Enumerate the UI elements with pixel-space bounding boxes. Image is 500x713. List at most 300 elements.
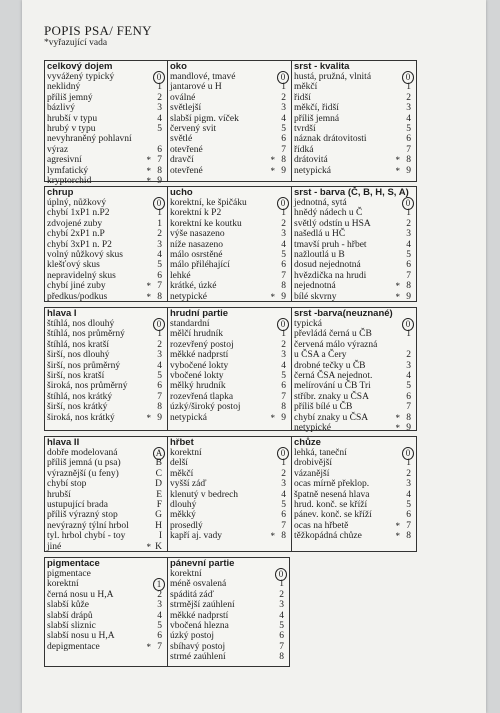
- trait-code: 1: [406, 458, 411, 469]
- trait-row: [292, 479, 416, 489]
- trait-code: 4: [157, 113, 162, 124]
- trait-label: korektní ke koutku: [170, 218, 242, 229]
- trait-code: 1: [157, 208, 162, 219]
- disqualifying-asterisk-icon: *: [395, 291, 400, 302]
- trait-row: [168, 155, 291, 165]
- trait-row: [292, 134, 416, 144]
- trait-row: [168, 392, 291, 402]
- trait-row: [292, 72, 416, 82]
- trait-code: 3: [281, 350, 286, 361]
- trait-code: 6: [281, 381, 286, 392]
- trait-label: černá ČSA nejednot.: [294, 370, 373, 381]
- trait-row: [168, 479, 291, 489]
- trait-label: chybí stop: [47, 479, 87, 490]
- trait-code: 2: [406, 468, 411, 479]
- trait-label: úplný, nůžkový: [47, 198, 107, 208]
- trait-label: klenutý v bedrech: [170, 489, 239, 500]
- trait-label: korektní: [47, 579, 79, 590]
- trait-label: slabší nosu u H,A: [47, 631, 115, 642]
- trait-row: [45, 500, 167, 510]
- trait-row: [292, 114, 416, 124]
- trait-code: C: [155, 468, 162, 479]
- trait-code: 9: [406, 165, 411, 176]
- trait-row: [168, 458, 291, 468]
- trait-row: [292, 292, 416, 302]
- trait-code: 3: [281, 479, 286, 490]
- trait-row: [292, 208, 416, 218]
- trait-code: 8: [157, 291, 162, 302]
- trait-label: řidší: [294, 92, 311, 103]
- trait-code: 1: [281, 82, 286, 93]
- trait-label: štíhlá, nos krátký: [47, 391, 113, 402]
- trait-label: chybí znaky u ČSA: [294, 412, 369, 423]
- trait-label: červená málo výrazná: [294, 339, 378, 350]
- trait-label: málo přiléhající: [170, 260, 230, 271]
- trait-label: vbočené lokty: [170, 370, 224, 381]
- trait-code: H: [155, 520, 162, 531]
- trait-row: [168, 448, 291, 458]
- disqualifying-asterisk-icon: *: [270, 531, 275, 542]
- trait-label: dravčí: [170, 155, 194, 166]
- trait-label: úzký postoj: [170, 631, 215, 642]
- trait-label: slabší drápů: [47, 610, 93, 621]
- trait-label: méně osvalená: [170, 579, 227, 590]
- column-title: srst - kvalita: [294, 61, 350, 72]
- trait-row: [168, 611, 289, 621]
- trait-code: 4: [281, 360, 286, 371]
- selected-code: 0: [277, 197, 289, 210]
- column-title: ucho: [170, 187, 193, 198]
- disqualifying-asterisk-icon: *: [270, 155, 275, 166]
- form-title: POPIS PSA/ FENY: [44, 23, 152, 38]
- trait-row: [168, 271, 291, 281]
- selected-code: 1: [153, 578, 165, 591]
- trait-row: [292, 260, 416, 270]
- trait-code: 2: [157, 92, 162, 103]
- disqualifying-asterisk-icon: *: [146, 165, 151, 176]
- trait-row: [45, 240, 167, 250]
- selected-code: 0: [275, 568, 287, 581]
- trait-row: [168, 319, 291, 329]
- trait-row: [292, 319, 416, 329]
- trait-row: [168, 642, 289, 652]
- trait-label: měkčí: [294, 82, 318, 93]
- trait-label: agresivní: [47, 155, 82, 166]
- trait-row: [168, 361, 291, 371]
- trait-row: [292, 392, 416, 402]
- trait-code: 1: [281, 329, 286, 340]
- trait-label: příliš jemný: [47, 92, 93, 103]
- trait-label: dobře modelovaná: [47, 448, 118, 458]
- column-title: pigmentace: [47, 558, 100, 569]
- trait-row: [292, 250, 416, 260]
- column-title: hrudní partie: [170, 308, 229, 319]
- trait-row: [45, 208, 167, 218]
- trait-row: [168, 652, 289, 662]
- trait-code: 8: [279, 652, 284, 663]
- trait-row: [168, 600, 289, 610]
- trait-code: 8: [281, 281, 286, 292]
- trait-code: 1: [279, 579, 284, 590]
- trait-row: [45, 458, 167, 468]
- trait-code: 3: [157, 350, 162, 361]
- section-3: [44, 307, 417, 431]
- section-2: [44, 186, 417, 302]
- trait-row: [45, 448, 167, 458]
- trait-label: drobné tečky u ČB: [294, 360, 366, 371]
- trait-code: 1: [157, 82, 162, 93]
- trait-row: [45, 371, 167, 381]
- selected-code: 0: [402, 447, 414, 460]
- trait-label: chybí 3xP1 n. P2: [47, 239, 112, 250]
- trait-row: [45, 479, 167, 489]
- trait-code: 6: [281, 134, 286, 145]
- disqualifying-asterisk-icon: *: [146, 541, 151, 552]
- trait-row: [45, 413, 167, 423]
- trait-row: [45, 93, 167, 103]
- disqualifying-asterisk-icon: *: [146, 291, 151, 302]
- trait-row: [168, 631, 289, 641]
- trait-code: 2: [281, 218, 286, 229]
- trait-row: [168, 621, 289, 631]
- selected-code: 0: [402, 71, 414, 84]
- column-title: chrup: [47, 187, 74, 198]
- trait-row: [168, 250, 291, 260]
- trait-row: [292, 82, 416, 92]
- column-title: srst - barva (Č, B, H, S, A): [294, 187, 409, 198]
- trait-label: široká, nos krátký: [47, 412, 115, 423]
- trait-label: úzký/široký postoj: [170, 402, 241, 413]
- trait-code: 5: [281, 370, 286, 381]
- trait-row: [168, 72, 291, 82]
- disqualifying-asterisk-icon: *: [270, 291, 275, 302]
- trait-row: [45, 350, 167, 360]
- trait-label: jantarové u H: [170, 82, 222, 93]
- trait-row: [292, 531, 416, 541]
- trait-code: 4: [157, 610, 162, 621]
- trait-row: [168, 103, 291, 113]
- trait-code: 9: [281, 291, 286, 302]
- trait-code: 1: [281, 208, 286, 219]
- trait-row: [292, 510, 416, 520]
- trait-row: [168, 469, 291, 479]
- section-4: [44, 436, 417, 552]
- trait-row: [45, 114, 167, 124]
- trait-label: vybočené lokty: [170, 360, 229, 371]
- trait-row: [168, 114, 291, 124]
- trait-code: 6: [406, 134, 411, 145]
- trait-label: krátké, úzké: [170, 281, 217, 292]
- trait-label: měkké nadprstí: [170, 350, 229, 361]
- trait-row: [45, 621, 167, 631]
- trait-row: [45, 381, 167, 391]
- selected-code: 0: [277, 71, 289, 84]
- trait-row: [292, 240, 416, 250]
- selected-code: 0: [402, 318, 414, 331]
- trait-label: hrubý v typu: [47, 123, 96, 134]
- trait-label: oválné: [170, 92, 196, 103]
- trait-row: [45, 103, 167, 113]
- trait-label: delší: [170, 458, 188, 469]
- trait-label: u ČSA a Čery: [294, 350, 347, 361]
- trait-code: 5: [157, 370, 162, 381]
- trait-code: 1: [157, 329, 162, 340]
- disqualifying-asterisk-icon: *: [395, 531, 400, 542]
- trait-code: 7: [281, 144, 286, 155]
- trait-code: 7: [406, 402, 411, 413]
- trait-row: [292, 281, 416, 291]
- trait-code: 7: [157, 281, 162, 292]
- trait-row: [168, 510, 291, 520]
- trait-code: 5: [406, 249, 411, 260]
- trait-label: pigmentace: [47, 569, 91, 579]
- trait-row: [45, 166, 167, 176]
- column-ucho: [167, 187, 291, 301]
- trait-code: 4: [157, 249, 162, 260]
- trait-label: depigmentace: [47, 641, 100, 652]
- trait-code: 8: [281, 531, 286, 542]
- trait-row: [45, 72, 167, 82]
- trait-code: 8: [281, 155, 286, 166]
- column-srst-kvalita: [291, 61, 416, 181]
- trait-row: [45, 510, 167, 520]
- trait-label: korektní k P2: [170, 208, 222, 219]
- trait-label: níže nasazeno: [170, 239, 224, 250]
- trait-code: E: [156, 489, 162, 500]
- trait-code: 4: [406, 370, 411, 381]
- trait-code: 2: [157, 589, 162, 600]
- trait-row: [45, 124, 167, 134]
- trait-code: 8: [406, 412, 411, 423]
- trait-label: vyšší záď: [170, 479, 207, 490]
- trait-row: [168, 260, 291, 270]
- trait-row: [168, 134, 291, 144]
- trait-label: otevřené: [170, 165, 203, 176]
- trait-label: klešťový skus: [47, 260, 100, 271]
- trait-code: 2: [279, 589, 284, 600]
- trait-label: červený svit: [170, 123, 217, 134]
- trait-code: 9: [406, 422, 411, 433]
- trait-code: 6: [157, 381, 162, 392]
- column-hlava-2: [45, 437, 167, 551]
- trait-row: [292, 490, 416, 500]
- disqualifying-asterisk-icon: *: [270, 412, 275, 423]
- trait-row: [292, 271, 416, 281]
- trait-row: [292, 469, 416, 479]
- trait-code: 4: [281, 489, 286, 500]
- trait-code: 5: [157, 620, 162, 631]
- trait-row: [168, 240, 291, 250]
- trait-label: zdvojené zuby: [47, 218, 103, 229]
- trait-label: vázanější: [294, 468, 330, 479]
- trait-code: 8: [281, 402, 286, 413]
- trait-label: chybí 2xP1 n.P: [47, 229, 105, 240]
- trait-code: 1: [157, 218, 162, 229]
- column-title: oko: [170, 61, 187, 72]
- trait-code: 5: [406, 499, 411, 510]
- trait-label: ustupující brada: [47, 499, 108, 510]
- trait-code: 4: [279, 610, 284, 621]
- selected-code: A: [153, 447, 165, 460]
- trait-code: 5: [281, 499, 286, 510]
- trait-label: korektní, ke špičáku: [170, 198, 247, 208]
- trait-code: 3: [279, 600, 284, 611]
- trait-code: 5: [279, 620, 284, 631]
- trait-code: 9: [281, 165, 286, 176]
- trait-label: hrud. konč. se kříží: [294, 499, 368, 510]
- trait-label: sbíhavý postoj: [170, 641, 226, 652]
- trait-label: štíhlá, nos průměrný: [47, 329, 125, 340]
- trait-row: [45, 260, 167, 270]
- disqualifying-asterisk-icon: *: [270, 165, 275, 176]
- trait-label: chybí jiné zuby: [47, 281, 106, 292]
- trait-row: [45, 611, 167, 621]
- trait-code: 4: [406, 113, 411, 124]
- trait-label: štíhlá, nos dlouhý: [47, 319, 115, 329]
- disqualifying-asterisk-icon: *: [395, 165, 400, 176]
- trait-row: [168, 590, 289, 600]
- trait-code: 6: [279, 631, 284, 642]
- trait-label: světlejší: [170, 103, 202, 114]
- trait-label: pánev. konč. se kříží: [294, 510, 372, 521]
- trait-label: tyl. hrbol chybí - toy: [47, 531, 126, 542]
- trait-row: [168, 329, 291, 339]
- trait-label: lehké: [170, 270, 191, 281]
- trait-label: širší, nos dlouhý: [47, 350, 110, 361]
- trait-row: [168, 198, 291, 208]
- trait-code: 4: [157, 360, 162, 371]
- trait-label: širší, nos kratší: [47, 370, 105, 381]
- trait-code: 5: [281, 123, 286, 134]
- trait-code: 7: [406, 520, 411, 531]
- trait-row: [292, 350, 416, 360]
- trait-label: světlý odstín u HSA: [294, 218, 371, 229]
- trait-label: slabší pigm. víček: [170, 113, 239, 124]
- column-hrudni-partie: [167, 308, 291, 430]
- selected-code: 0: [402, 197, 414, 210]
- trait-label: netypická: [170, 412, 207, 423]
- trait-label: korektní: [170, 448, 202, 458]
- trait-label: spáditá záď: [170, 589, 214, 600]
- trait-code: 8: [406, 155, 411, 166]
- trait-code: 9: [157, 412, 162, 423]
- trait-row: [292, 145, 416, 155]
- trait-label: málo osrstěné: [170, 249, 223, 260]
- trait-row: [45, 361, 167, 371]
- trait-label: otevřené: [170, 144, 203, 155]
- trait-label: světlé: [170, 134, 193, 145]
- trait-code: 8: [406, 281, 411, 292]
- legend-note: *vyřazující vada: [44, 38, 108, 48]
- trait-row: [168, 166, 291, 176]
- selected-code: 0: [277, 318, 289, 331]
- trait-code: 3: [281, 229, 286, 240]
- trait-row: [292, 423, 416, 433]
- trait-label: příliš bílé u ČB: [294, 402, 353, 413]
- trait-label: široká, nos průměrný: [47, 381, 128, 392]
- trait-label: mělký hrudník: [170, 381, 226, 392]
- trait-row: [168, 413, 291, 423]
- trait-code: 1: [281, 458, 286, 469]
- trait-label: výraznější (u feny): [47, 468, 119, 479]
- trait-code: 2: [157, 229, 162, 240]
- trait-code: 5: [406, 123, 411, 134]
- trait-code: 6: [157, 144, 162, 155]
- trait-code: 5: [281, 249, 286, 260]
- trait-code: 6: [157, 631, 162, 642]
- disqualifying-asterisk-icon: *: [146, 281, 151, 292]
- trait-row: [292, 219, 416, 229]
- trait-code: 3: [406, 360, 411, 371]
- trait-code: 3: [157, 600, 162, 611]
- trait-label: měkčí, řidší: [294, 103, 339, 114]
- trait-code: 2: [406, 218, 411, 229]
- trait-row: [292, 402, 416, 412]
- trait-code: 8: [406, 531, 411, 542]
- trait-row: [292, 458, 416, 468]
- trait-label: bílé skvrny: [294, 291, 337, 302]
- trait-code: 6: [157, 270, 162, 281]
- trait-label: lymfatický: [47, 165, 89, 176]
- trait-label: měkký: [170, 510, 196, 521]
- trait-label: příliš jemná: [294, 113, 340, 124]
- trait-row: [168, 500, 291, 510]
- column-title: hlava I: [47, 308, 77, 319]
- trait-code: 2: [406, 350, 411, 361]
- column-title: pánevní partie: [170, 558, 235, 569]
- trait-label: kapří aj. vady: [170, 531, 222, 542]
- column-hrbet: [167, 437, 291, 551]
- column-pigmentace: [45, 558, 167, 666]
- column-panevni-partie: [167, 558, 289, 666]
- trait-row: [45, 292, 167, 302]
- trait-code: 7: [406, 144, 411, 155]
- trait-code: D: [155, 479, 162, 490]
- trait-label: hnědý nádech u Č: [294, 208, 363, 219]
- trait-label: melírování u ČB Tri: [294, 381, 371, 392]
- trait-code: B: [155, 458, 162, 469]
- trait-label: vbočená hlezna: [170, 620, 229, 631]
- trait-row: [45, 490, 167, 500]
- trait-code: 3: [157, 103, 162, 114]
- trait-code: 5: [157, 260, 162, 271]
- trait-label: hustá, pružná, vlnitá: [294, 72, 372, 82]
- trait-row: [168, 219, 291, 229]
- trait-code: 9: [281, 412, 286, 423]
- trait-row: [168, 531, 291, 541]
- trait-label: tvrdší: [294, 123, 316, 134]
- trait-code: 6: [281, 510, 286, 521]
- trait-code: 3: [406, 229, 411, 240]
- trait-label: nevyhraněný pohlavní: [47, 134, 132, 145]
- trait-code: 8: [157, 165, 162, 176]
- column-hlava-1: [45, 308, 167, 430]
- trait-label: těžkopádná chůze: [294, 531, 362, 542]
- trait-code: 5: [157, 123, 162, 134]
- disqualifying-asterisk-icon: *: [146, 155, 151, 166]
- trait-code: 7: [406, 270, 411, 281]
- trait-label: jiné: [47, 541, 62, 552]
- trait-row: [45, 521, 167, 531]
- trait-code: 2: [281, 92, 286, 103]
- trait-row: [45, 250, 167, 260]
- trait-code: 6: [406, 391, 411, 402]
- trait-row: [292, 371, 416, 381]
- trait-row: [45, 155, 167, 165]
- trait-code: 6: [406, 260, 411, 271]
- disqualifying-asterisk-icon: *: [395, 422, 400, 433]
- column-oko: [167, 61, 291, 181]
